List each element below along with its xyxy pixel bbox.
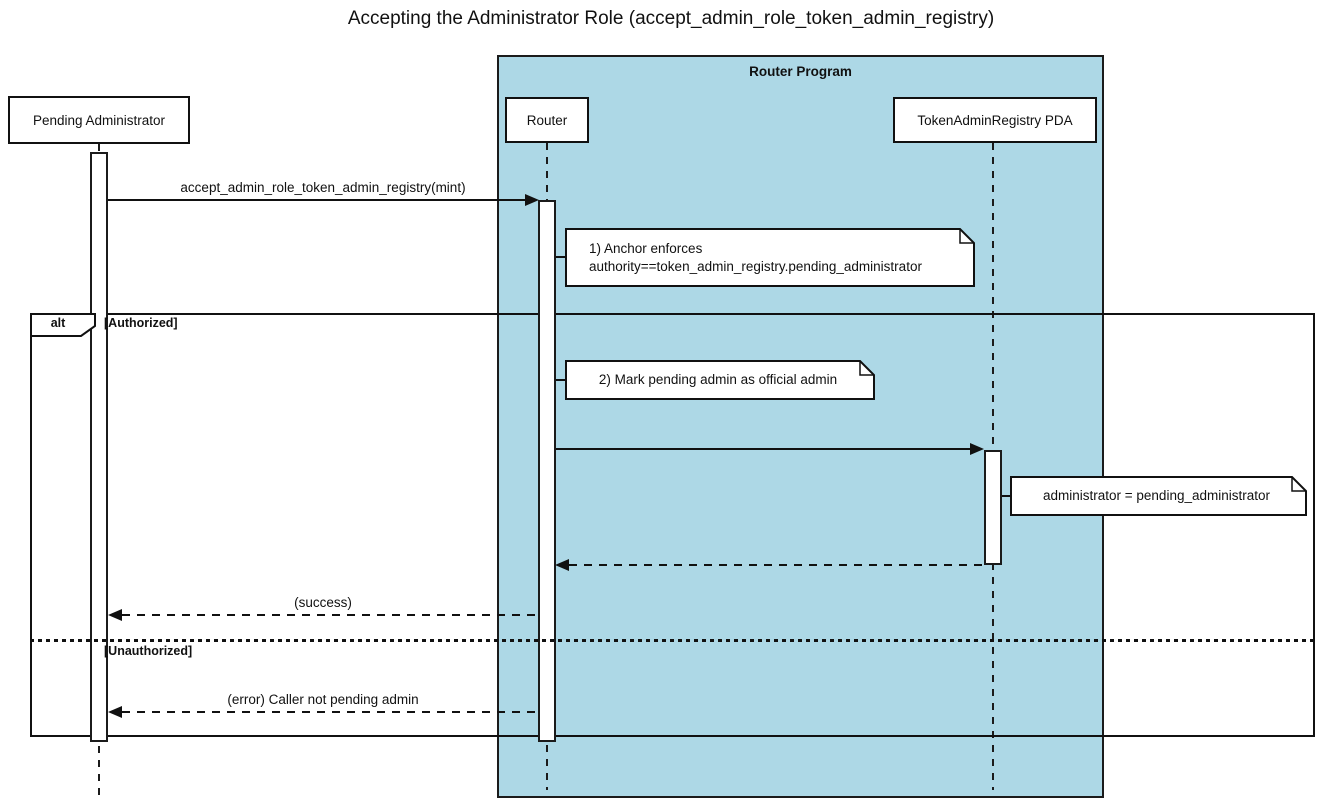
message-registry-return-line [569,564,984,566]
message-set-admin-arrowhead-icon [970,443,984,455]
message-success-label: (success) [294,595,352,610]
diagram-title: Accepting the Administrator Role (accept_admin_role_token_admin_registry) [347,8,995,29]
message-success-arrowhead-icon [108,609,122,621]
message-set-admin-line [555,448,971,450]
participant-token-admin-registry-pda [893,97,1097,143]
activation-token-admin-registry-pda [984,450,1002,565]
note-mark-pending-admin [565,360,875,400]
guard-authorized: [Authorized] [104,316,178,330]
message-accept-admin-role-label: accept_admin_role_token_admin_registry(mint) [180,180,466,195]
participant-router [505,97,589,143]
message-registry-return-arrowhead-icon [555,559,569,571]
message-accept-admin-role-line [108,199,528,201]
note-anchor-enforces [565,228,975,287]
note-anchor-enforces-line1: 1) Anchor enforces [589,240,703,256]
note-anchor-enforces-line2: authority==token_admin_registry.pending_administrator [589,258,922,274]
participant-token-admin-registry-pda-label: TokenAdminRegistry PDA [917,112,1073,128]
note-administrator-assignment [1010,476,1307,516]
activation-router [538,200,556,742]
guard-unauthorized: [Unauthorized] [104,644,193,658]
alt-divider [30,639,1315,642]
message-success-line [122,614,540,616]
frame-router-program-label: Router Program [749,64,852,79]
message-error-label: (error) Caller not pending admin [227,692,419,707]
message-error-line [122,711,540,713]
note-administrator-assignment-line1: administrator = pending_administrator [1043,488,1270,503]
participant-pending-administrator-label: Pending Administrator [32,112,166,128]
participant-pending-administrator [8,96,190,144]
alt-operator-label: alt [50,316,66,330]
message-error-arrowhead-icon [108,706,122,718]
note-mark-pending-admin-line1: 2) Mark pending admin as official admin [598,372,838,387]
participant-router-label: Router [526,112,568,128]
message-accept-admin-role-arrowhead-icon [525,194,539,206]
